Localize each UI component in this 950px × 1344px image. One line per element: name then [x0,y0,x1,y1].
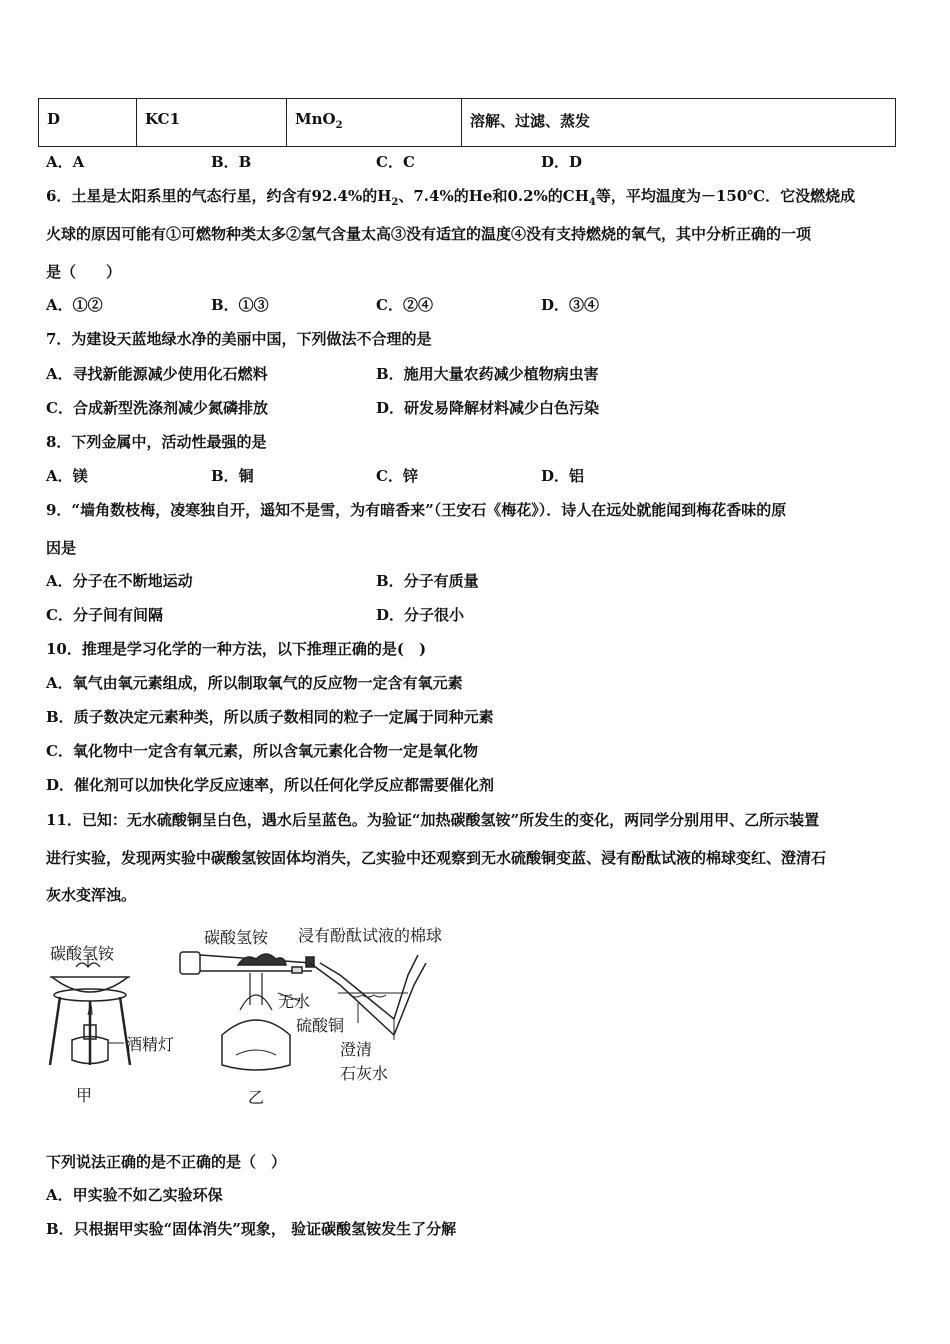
option-b[interactable]: B．①③ [211,296,269,314]
option-b[interactable]: B．只根据甲实验“固体消失”现象， 验证碳酸氢铵发生了分解 [46,1220,457,1238]
caption-yi: 乙 [248,1088,265,1107]
option-a[interactable]: A．寻找新能源减少使用化石燃料 [46,365,268,383]
option-c[interactable]: C．②④ [376,296,433,314]
option-c[interactable]: C．合成新型洗涤剂减少氮磷排放 [46,399,268,417]
q9-line-1: 9．“墙角数枝梅，凌寒独自开，遥知不是雪，为有暗香来”（王安石《梅花》）．诗人在远处就能闻到梅花香味的原 [46,501,787,519]
label-lime-water: 石灰水 [340,1064,389,1083]
option-d[interactable]: D．研发易降解材料减少白色污染 [376,399,600,417]
q7-stem: 7．为建设天蓝地绿水净的美丽中国，下列做法不合理的是 [46,330,432,348]
label-ammonium-bicarbonate: 碳酸氢铵 [50,944,115,963]
option-a[interactable]: A．甲实验不如乙实验环保 [46,1186,223,1204]
option-a[interactable]: A．分子在不断地运动 [46,572,193,590]
option-d[interactable]: D．D [541,153,583,171]
jia-apparatus [50,955,130,1065]
option-d[interactable]: D．催化剂可以加快化学反应速率，所以任何化学反应都需要催化剂 [46,776,495,794]
table-cell-option: D [39,99,137,147]
option-c[interactable]: C．氧化物中一定含有氧元素，所以含氧元素化合物一定是氧化物 [46,742,478,760]
label-copper-sulfate: 硫酸铜 [296,1016,345,1035]
q10-stem: 10．推理是学习化学的一种方法，以下推理正确的是( ) [46,640,427,658]
option-b[interactable]: B．质子数决定元素种类，所以质子数相同的粒子一定属于同种元素 [46,708,494,726]
label-anhydrous: 无水 [278,992,311,1011]
option-a[interactable]: A．①② [46,296,103,314]
q11-line-3: 灰水变浑浊。 [46,886,137,904]
option-d[interactable]: D．分子很小 [376,606,465,624]
q8-stem: 8．下列金属中，活动性最强的是 [46,433,267,451]
caption-jia: 甲 [76,1086,93,1105]
option-c[interactable]: C．C [376,153,415,171]
q6-line-3: 是（ ） [46,263,122,281]
q11-sub-stem: 下列说法正确的是不正确的是（ ） [46,1153,287,1171]
q9-line-2: 因是 [46,539,77,557]
label-clear: 澄清 [340,1040,373,1059]
experiment-figure [40,915,480,1115]
q6-line-1: 6．土星是太阳系里的气态行星，约含有92.4%的$H_2$、7.4%的He和0.2%的$CH_4$等，平均温度为－150℃．它没燃烧成 [46,187,856,208]
option-b[interactable]: B．分子有质量 [376,572,479,590]
table-cell-impurity: MnO$_2$ [287,99,462,147]
option-a[interactable]: A．氧气由氧元素组成，所以制取氧气的反应物一定含有氧元素 [46,674,463,692]
table-cell-substance: KC1 [137,99,287,147]
option-b[interactable]: B．B [211,153,252,171]
option-b[interactable]: B．铜 [211,467,254,485]
label-yi-ammonium-bicarbonate: 碳酸氢铵 [204,928,269,947]
label-alcohol-lamp: 酒精灯 [126,1035,175,1054]
table-row [39,99,896,147]
label-phenolphthalein-cotton: 浸有酚酞试液的棉球 [298,926,443,945]
option-a[interactable]: A．镁 [46,467,88,485]
option-d[interactable]: D．铝 [541,467,585,485]
option-c[interactable]: C．锌 [376,467,418,485]
table-cell-method: 溶解、过滤、蒸发 [462,99,896,147]
q6-line-2: 火球的原因可能有①可燃物种类太多②氢气含量太高③没有适宜的温度④没有支持燃烧的氧气，其中分析正确的一项 [46,225,812,243]
q11-line-2: 进行实验，发现两实验中碳酸氢铵固体均消失，乙实验中还观察到无水硫酸铜变蓝、浸有酚酞试液的棉球变红、澄清石 [46,849,827,867]
option-b[interactable]: B．施用大量农药减少植物病虫害 [376,365,599,383]
q11-line-1: 11．已知：无水硫酸铜呈白色，遇水后呈蓝色。为验证“加热碳酸氢铵”所发生的变化，两同学分别用甲、乙所示装置 [46,811,820,829]
answer-table [38,98,896,147]
option-a[interactable]: A．A [46,153,85,171]
option-d[interactable]: D．③④ [541,296,600,314]
option-c[interactable]: C．分子间有间隔 [46,606,163,624]
